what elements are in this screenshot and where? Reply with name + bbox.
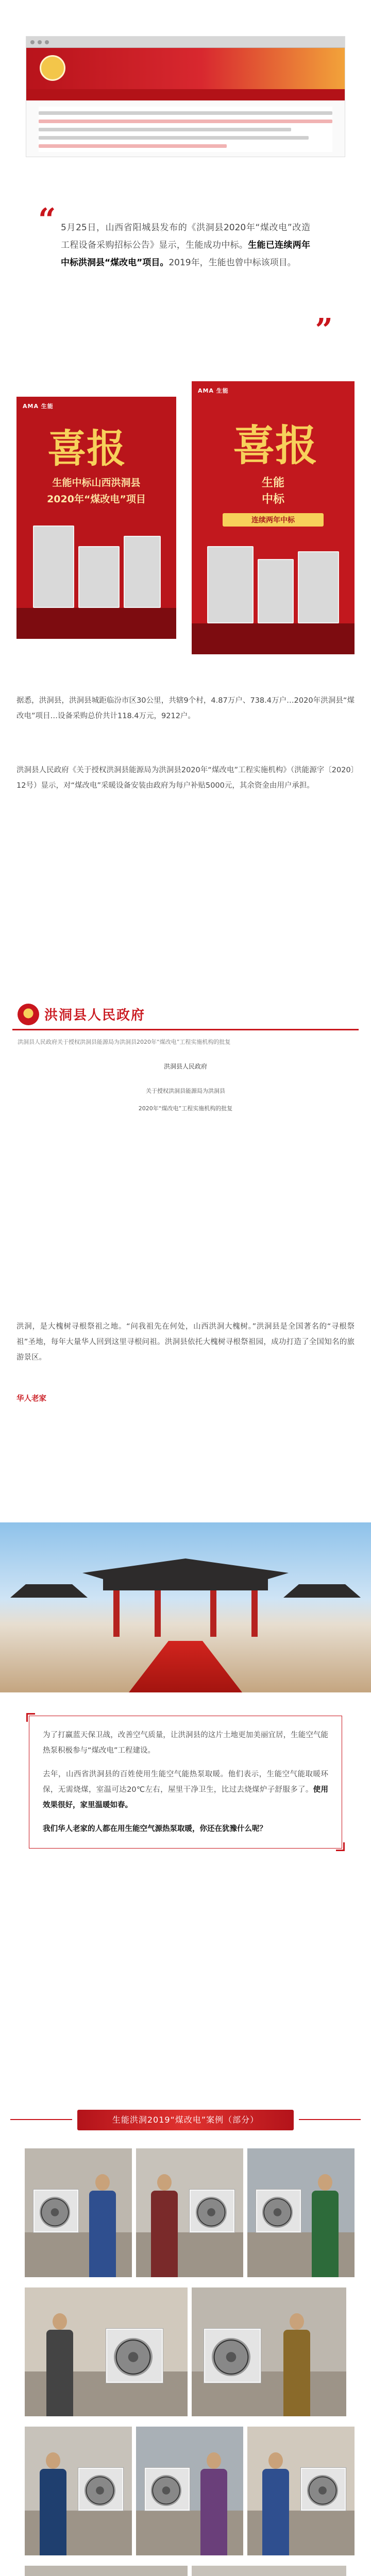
customer-figure [198, 2452, 229, 2555]
window-dot-icon [30, 40, 35, 44]
window-dot-icon [45, 40, 49, 44]
fan-icon [85, 2475, 115, 2505]
customer-figure [149, 2174, 180, 2277]
fan-icon [212, 2338, 250, 2377]
customer-figure [87, 2174, 118, 2277]
site-navbar [26, 89, 345, 100]
gov-doc-title-2: 关于授权洪洞县能源局为洪洞县 [146, 1088, 225, 1094]
customer-figure [281, 2313, 312, 2416]
fan-icon [307, 2475, 338, 2505]
poster-brand: AMA 生能 [198, 387, 229, 394]
product-heat-pump [78, 546, 120, 608]
product-heat-pump [207, 546, 254, 623]
poster-headline: 喜报 [233, 421, 318, 470]
national-emblem-icon [18, 1004, 39, 1025]
fan-icon [151, 2475, 181, 2505]
case-install-photo [25, 2148, 132, 2277]
heat-pump-unit [190, 2190, 234, 2232]
product-heat-pump [33, 526, 74, 608]
poster-headline: 喜报 [47, 426, 126, 471]
heat-pump-unit [106, 2329, 163, 2383]
announcement-text-preview [39, 107, 332, 152]
case-install-photo [247, 2427, 355, 2555]
case-section-title: 生能洪洞2019“煤改电”案例（部分） [77, 2110, 294, 2130]
fan-icon [114, 2338, 153, 2377]
window-dot-icon [38, 40, 42, 44]
customer-figure [260, 2452, 291, 2555]
heat-pump-unit [78, 2468, 123, 2511]
framed-paragraph-1: 为了打赢蓝天保卫战，改善空气质量，让洪洞县的这片土地更加美丽宜居，生能空气能热泵积极参与“煤改电”工程建设。 [43, 1731, 328, 1755]
case-install-photo [247, 2148, 355, 2277]
site-banner [26, 48, 345, 89]
fan-icon [40, 2197, 70, 2227]
poster-right [192, 381, 355, 654]
case-install-photo [136, 2148, 243, 2277]
poster-subline-1: 生能中标山西洪洞县 [52, 477, 141, 488]
customer-figure [310, 2174, 341, 2277]
paragraph-hometown: 洪洞，是大槐树寻根祭祖之地。“问我祖先在何处，山西洪洞大槐树。”洪洞县是全国著名的“寻根祭祖”圣地，每年大量华人回到这里寻根问祖。洪洞县依托大槐树寻根祭祖园，成功打造了全国知名的旅游景区。 [16, 1323, 355, 1362]
poster-brand: AMA 生能 [23, 403, 54, 410]
product-heat-pump [258, 559, 294, 623]
poster-left [16, 397, 176, 639]
poster-stage [16, 608, 176, 639]
government-notice-screenshot [12, 999, 359, 1504]
heat-pump-unit [256, 2190, 301, 2232]
paragraph-subsidy: 洪洞县人民政府《关于授权洪洞县能源局为洪洞县2020年“煤改电”工程实施机构》（洪能源字〔2020〕12号）显示，对“煤改电”采暖设备安装由政府为每户补贴5000元，其余资金由用户承担。 [16, 766, 355, 790]
paragraph-project-scope: 据悉，洪洞县，洪洞县城距临汾市区30公里，共辖9个村，4.87万户、738.4万户…2020年洪洞县“煤改电”项目…设备采购总价共计118.4万元，9212户。 [16, 697, 355, 720]
customer-figure [44, 2313, 75, 2416]
close-quote-icon: ” [315, 312, 333, 348]
hometown-highlight: 华人老家 [16, 1395, 46, 1403]
product-heat-pump [124, 536, 161, 608]
gov-breadcrumb: 洪洞县人民政府关于授权洪洞县能源局为洪洞县2020年“煤改电”工程实施机构的批复 [18, 1039, 231, 1045]
poster-subline-1: 生能 [261, 477, 284, 489]
framed-paragraph-2: 去年，山西省洪洞县的百姓使用生能空气能热泵取暖。他们表示，生能空气能取暖环保，无需烧煤，室温可达20℃左右，屋里干净卫生，比过去烧煤炉子舒服多了。使用效果很好，家里温暖如春。 [43, 1770, 328, 1809]
award-posters [0, 371, 371, 670]
intro-quote-text: 5月25日，山西省阳城县发布的《洪洞县2020年“煤改电”改造工程设备采购招标公告》显示，生能成功中标。生能已连续两年中标洪洞县“煤改电”项目。2019年，生能也曾中标该项目。 [61, 223, 311, 268]
heat-pump-unit [301, 2468, 346, 2511]
case-install-photo [192, 2566, 346, 2576]
heat-pump-unit [33, 2190, 78, 2232]
open-quote-icon: “ [38, 202, 56, 238]
case-install-photo [192, 2287, 346, 2416]
poster-subline-2: 2020年“煤改电”项目 [47, 494, 146, 505]
case-install-photo [25, 2287, 188, 2416]
product-heat-pump [298, 551, 339, 623]
fan-icon [196, 2197, 226, 2227]
fan-icon [262, 2197, 293, 2227]
browser-bar [26, 37, 345, 48]
intro-quote [38, 202, 333, 348]
case-install-photo [25, 2566, 188, 2576]
heat-pump-unit [204, 2329, 261, 2383]
gov-site-name: 洪洞县人民政府 [44, 1008, 146, 1023]
case-install-photo [136, 2427, 243, 2555]
gov-doc-title-3: 2020年“煤改电”工程实施机构的批复 [138, 1105, 233, 1112]
heat-pump-unit [145, 2468, 190, 2511]
framed-story [29, 1716, 342, 1849]
customer-figure [38, 2452, 69, 2555]
gov-doc-title-1: 洪洞县人民政府 [163, 1063, 207, 1070]
poster-badge: 连续两年中标 [223, 513, 324, 527]
poster-stage [192, 623, 355, 654]
case-install-photo [25, 2427, 132, 2555]
announcement-website-screenshot [26, 36, 345, 157]
poster-subline-2: 中标 [261, 493, 284, 506]
site-emblem-icon [40, 55, 65, 81]
temple-photo [0, 1522, 371, 1692]
gov-header [12, 999, 359, 1030]
framed-paragraph-3: 我们华人老家的人都在用生能空气源热泵取暖，你还在犹豫什么呢？ [43, 1825, 267, 1833]
